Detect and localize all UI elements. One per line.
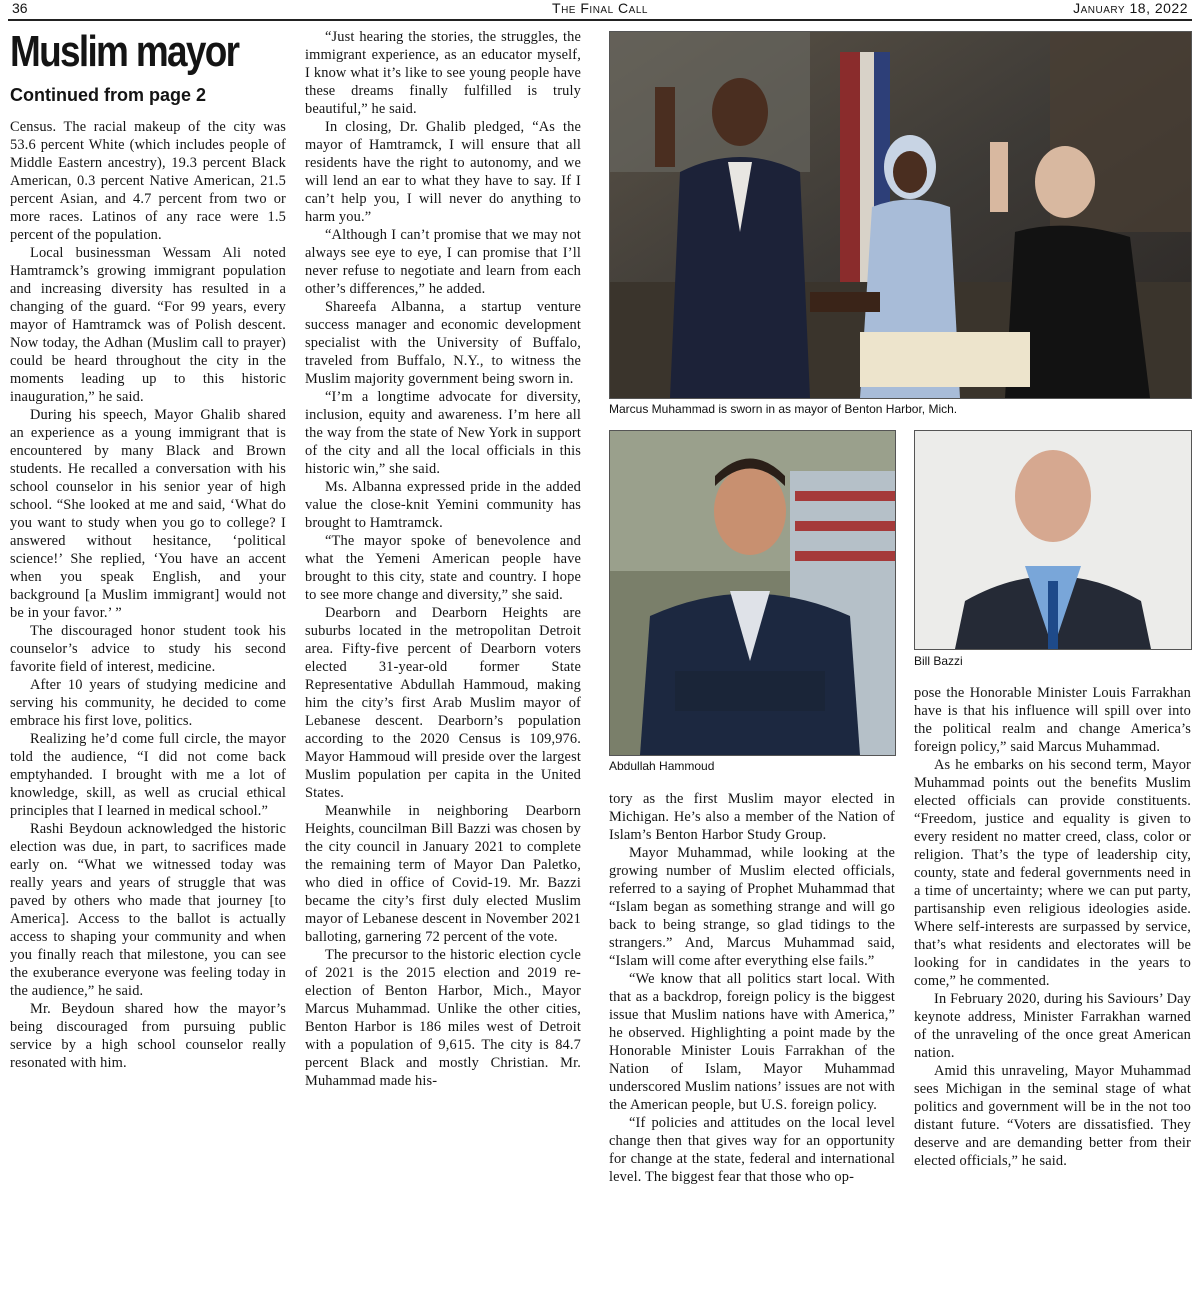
paragraph: “We know that all politics start local. With that as a backdrop, foreign policy is the biggest issue that Muslim nations have with America,” he observed. Highlighting a point made by the Honorable Minister Louis Farrakhan of the Nation of Islam, Mayor Muhammad underscored Muslim nations’ issues are not with the American people, but U.S. foreign policy. (609, 971, 895, 1113)
page-number: 36 (12, 0, 28, 16)
paragraph: Local businessman Wessam Ali noted Hamtramck’s growing immigrant population and increasing diversity has resulted in a changing of the guard. “For 99 years, every mayor of Hamtramck was of Polish descent. Now today, the Adhan (Muslim call to prayer) could be heard throughout the city in the moments leading up to this historic inauguration,” he said. (10, 245, 286, 405)
paragraph: As he embarks on his second term, Mayor Muhammad points out the benefits Muslim elected officials can provide constituents. “Freedom, justice and equality is given to every resident no matter creed, class, color or religion. That’s the type of leadership city, county, state and federal governments need in a time of uncertainty; where we can put party, partisanship even religious ideologies aside. Where self-interests are surpassed by service, that’s what residents and electorates will be looking for in candidates in the years to come,” he commented. (914, 757, 1191, 989)
paragraph: Census. The racial makeup of the city was 53.6 percent White (which includes people of Middle Eastern ancestry), 19.3 percent Black American, 0.3 percent Native American, 21.5 percent Asian, and 4.7 percent from two or more races. Latinos of any race were 1.5 percent of the population. (10, 119, 286, 243)
paragraph: During his speech, Mayor Ghalib shared an experience as a young immigrant that is encountered by many Black and Brown students. He recalled a conversation with his school counselor in his senior year of high school. “She looked at me and said, ‘What do you want to study when you go to college? I answered without hesitance, ‘political science!’ She replied, ‘You have an accent when you speak English, and your background [a Muslim immigrant] would not be in your favor.’ ” (10, 407, 286, 621)
issue-date: January 18, 2022 (1073, 0, 1188, 16)
publication-name: The Final Call (552, 0, 648, 16)
paragraph: tory as the first Muslim mayor elected in Michigan. He’s also a member of the Nation of Islam’s Benton Harbor Study Group. (609, 791, 895, 843)
paragraph: The discouraged honor student took his counselor’s advice to study his second favorite field of interest, medicine. (10, 623, 286, 675)
paragraph: After 10 years of studying medicine and serving his community, he decided to come embrace his first love, politics. (10, 677, 286, 729)
paragraph: Dearborn and Dearborn Heights are suburbs located in the metropolitan Detroit area. Fifty-five percent of Dearborn voters elected 31-year-old former State Representative Abdullah Hammoud, making him the city’s first Arab Muslim mayor of Lebanese descent. Dearborn’s population according to the 2020 Census is 109,976. Mayor Hammoud will preside over the largest Muslim population per capita in the United States. (305, 605, 581, 801)
paragraph: Meanwhile in neighboring Dearborn Heights, councilman Bill Bazzi was chosen by the city council in January 2021 to complete the remaining term of Mayor Dan Paletko, who died in office of Covid-19. Mr. Bazzi became the city’s first duly elected Muslim mayor of Lebanese descent in November 2021 balloting, garnering 72 percent of the vote. (305, 803, 581, 945)
paragraph: “I’m a longtime advocate for diversity, inclusion, equity and awareness. I’m here all the way from the state of New York in support of the city and all the local officials in this historic win,” she said. (305, 389, 581, 477)
hammoud-caption: Abdullah Hammoud (609, 759, 715, 773)
article-column-3 (609, 790, 895, 1296)
article-column-4 (914, 684, 1191, 1296)
paragraph: pose the Honorable Minister Louis Farrakhan have is that his influence will spill over into the political realm and change America’s foreign policy,” said Marcus Muhammad. (914, 685, 1191, 755)
paragraph: “If policies and attitudes on the local level change then that gives way for an opportunity for change at the state, federal and international level. The biggest fear that those who op- (609, 1115, 895, 1185)
paragraph: “The mayor spoke of benevolence and what the Yemeni American people have brought to this city, state and country. I hope to see more change and diversity,” she said. (305, 533, 581, 603)
paragraph: Realizing he’d come full circle, the mayor told the audience, “I did not come back emptyhanded. I brought with me a lot of knowledge, skill, as well as crucial ethical principles that I learned in medical school.” (10, 731, 286, 819)
swearing-in-photo (609, 31, 1192, 399)
bazzi-caption: Bill Bazzi (914, 654, 963, 668)
paragraph: The precursor to the historic election cycle of 2021 is the 2015 election and 2019 re-election of Benton Harbor, Mich., Mayor Marcus Muhammad. Unlike the other cities, Benton Harbor is 186 miles west of Detroit with a population of 9,615. The city is 84.7 percent Black and mostly Christian. Mr. Muhammad made his- (305, 947, 581, 1089)
swearing-in-caption: Marcus Muhammad is sworn in as mayor of Benton Harbor, Mich. (609, 402, 958, 416)
hammoud-photo (609, 430, 896, 756)
paragraph: “Just hearing the stories, the struggles, the immigrant experience, as an educator myself, I know what it’s like to see young people have these dreams finally fulfilled is truly beautiful,” he said. (305, 29, 581, 117)
paragraph: Amid this unraveling, Mayor Muhammad sees Michigan in the seminal stage of what politics and government will be in the not too distant future. “Voters are dissatisfied. They deserve and are demanding better from their elected officials,” he said. (914, 1063, 1191, 1169)
paragraph: Shareefa Albanna, a startup venture success manager and economic development specialist with the University of Buffalo, traveled from Buffalo, N.Y., to witness the Muslim majority government being sworn in. (305, 299, 581, 387)
paragraph: In closing, Dr. Ghalib pledged, “As the mayor of Hamtramck, I will ensure that all residents have the right to autonomy, and we will lend an ear to what they have to say. If I can’t help you, I will never do anything to harm you.” (305, 119, 581, 225)
paragraph: “Although I can’t promise that we may not always see eye to eye, I can promise that I’ll never refuse to negotiate and learn from each other’s differences,” he added. (305, 227, 581, 297)
paragraph: Ms. Albanna expressed pride in the added value the close-knit Yemini community has brought to Hamtramck. (305, 479, 581, 531)
paragraph: Mr. Beydoun shared how the mayor’s being discouraged from pursuing public service by a high school counselor really resonated with him. (10, 1001, 286, 1071)
article-column-1 (10, 118, 286, 1296)
continued-from-kicker: Continued from page 2 (10, 85, 207, 105)
article-column-2 (305, 28, 581, 1296)
paragraph: Mayor Muhammad, while looking at the growing number of Muslim elected officials, referred to a saying of Prophet Muhammad that “Islam began as something strange and will go back to being strange, so glad tidings to the strangers.” And, Marcus Muhammad said, “Islam will come after everything else fails.” (609, 845, 895, 969)
paragraph: Rashi Beydoun acknowledged the historic election was due, in part, to sacrifices made early on. “What we witnessed today was really years and years of struggle that was paved by others who made that journey [to America]. Access to the ballot is actually access to shaping your community and when you finally reach that milestone, you can see the exuberance everyone was feeling today in the audience,” he said. (10, 821, 286, 999)
folio-bar (8, 0, 1192, 21)
paragraph: In February 2020, during his Saviours’ Day keynote address, Minister Farrakhan warned of the unraveling of the once great American nation. (914, 991, 1191, 1061)
headline: Muslim mayor (10, 27, 239, 76)
bazzi-photo (914, 430, 1192, 650)
